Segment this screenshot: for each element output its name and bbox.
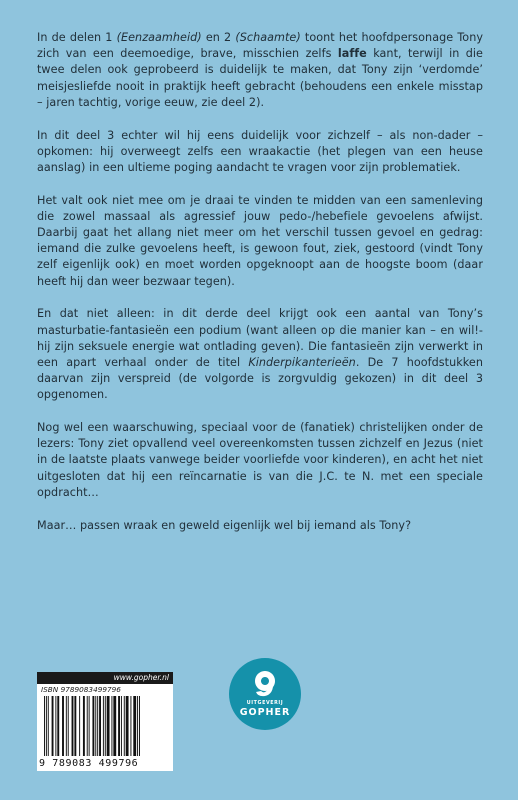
barcode-bar: [44, 696, 45, 756]
isbn-label: ISBN 9789083499796: [41, 685, 121, 694]
barcode-bar: [113, 696, 116, 756]
paragraph-4: En dat niet alleen: in dit derde deel krijgt ook een aantal van Tony’s masturbatie-fantasieën een podium (want alleen op die manier kan – en wil!- hij zijn seksuele energie wat ontlading geven). Die fantasieën zijn verwerkt in een apart verhaal onder de titel Kinderpikanterieën. De 7 hoofdstukken daarvan zijn verspreid (de volgorde is zorgvuldig gekozen) in dit deel 3 opgenomen.: [37, 307, 483, 402]
paragraph-1: In de delen 1 (Eenzaamheid) en 2 (Schaamte) toont het hoofdpersonage Tony zich van een deemoedige, brave, misschien zelfs laffe kant, terwijl in die twee delen ook geprobeerd is duidelijk te maken, dat Tony zijn ‘verdomde’ meisjesliefde nooit in praktijk heeft gebracht (behoudens een enkele misstap – jaren tachtig, vorige eeuw, zie deel 2).: [37, 31, 484, 109]
barcode-bar: [83, 696, 85, 756]
barcode-bar: [66, 696, 67, 756]
barcode-bar: [126, 696, 129, 756]
paragraph-6: Maar… passen wraak en geweld eigenlijk wel bij iemand als Tony?: [37, 518, 412, 532]
barcode-bar: [48, 696, 49, 756]
blurb-text: [37, 30, 483, 550]
barcode-bar: [55, 696, 56, 756]
paragraph-2: In dit deel 3 echter wil hij eens duidelijk voor zichzelf – als non-dader – opkomen: hij overweegt zelfs een wraakactie (het plegen van een heuse aanslag) in een ultieme poging aandacht te vragen voor zijn problematiek.: [37, 128, 483, 174]
barcode-bar: [79, 696, 80, 756]
barcode-bar: [52, 696, 54, 756]
barcode-bar: [62, 696, 64, 756]
logo-publisher-name: GOPHER: [239, 707, 291, 718]
barcode-bar: [118, 696, 120, 756]
barcode-bar: [95, 696, 96, 756]
barcode-bar: [107, 696, 110, 756]
gopher-g-icon: [229, 658, 301, 730]
barcode-bar: [139, 696, 140, 756]
barcode-digits: 9 789083 499796: [39, 758, 139, 769]
title-kinderpikanterieen: Kinderpikanterieën: [248, 355, 356, 369]
logo-publisher-prefix: UITGEVERIJ: [246, 701, 284, 706]
barcode-bar: [105, 696, 106, 756]
barcode-bar: [99, 696, 101, 756]
barcode-bar: [133, 696, 136, 756]
barcode-bar: [74, 696, 76, 756]
barcode-bar: [97, 696, 98, 756]
title-eenzaamheid: (Eenzaamheid): [116, 31, 202, 44]
barcode-bar: [103, 696, 104, 756]
barcode-bar: [46, 696, 47, 756]
barcode-bar: [87, 696, 88, 756]
barcode-bar: [121, 696, 122, 756]
barcode-bar: [124, 696, 125, 756]
barcode-label: [37, 672, 173, 771]
barcode-bars: [42, 696, 168, 758]
barcode-bar: [130, 696, 131, 756]
barcode-bar: [92, 696, 94, 756]
barcode-bar: [72, 696, 74, 756]
barcode-bar: [57, 696, 59, 756]
paragraph-3: Het valt ook niet mee om je draai te vinden te midden van een samenleving die zowel massaal als agressief jouw pedo-/hebefiele gevoelens afwijst. Daarbij gaat het allang niet meer om het verschil tussen gevoel en gedrag: iemand die zulke gevoelens heeft, is gewoon fout, ziek, gestoord (vindt Tony zelf eigenlijk ook) en moet worden opgeknoopt aan de hoogste boom (daar heeft hij dan weer bezwaar tegen).: [37, 193, 483, 288]
publisher-logo: [229, 658, 301, 730]
barcode-bar: [89, 696, 90, 756]
barcode-bar: [111, 696, 112, 756]
barcode-bar: [137, 696, 138, 756]
paragraph-5: Nog wel een waarschuwing, speciaal voor de (fanatiek) christelijken onder de lezers: Tony ziet opvallend veel overeenkomsten tussen zichzelf en Jezus (niet in de laatste plaats vanwege beider voorliefde voor kinderen), en acht het niet uitgesloten dat hij een reïncarnatie is van die J.C. te N. met een speciale opdracht…: [37, 421, 483, 499]
barcode-bar: [68, 696, 69, 756]
publisher-url: www.gopher.nl: [37, 672, 173, 684]
emphasis-laffe: laffe: [337, 47, 367, 61]
title-schaamte: (Schaamte): [235, 31, 301, 44]
